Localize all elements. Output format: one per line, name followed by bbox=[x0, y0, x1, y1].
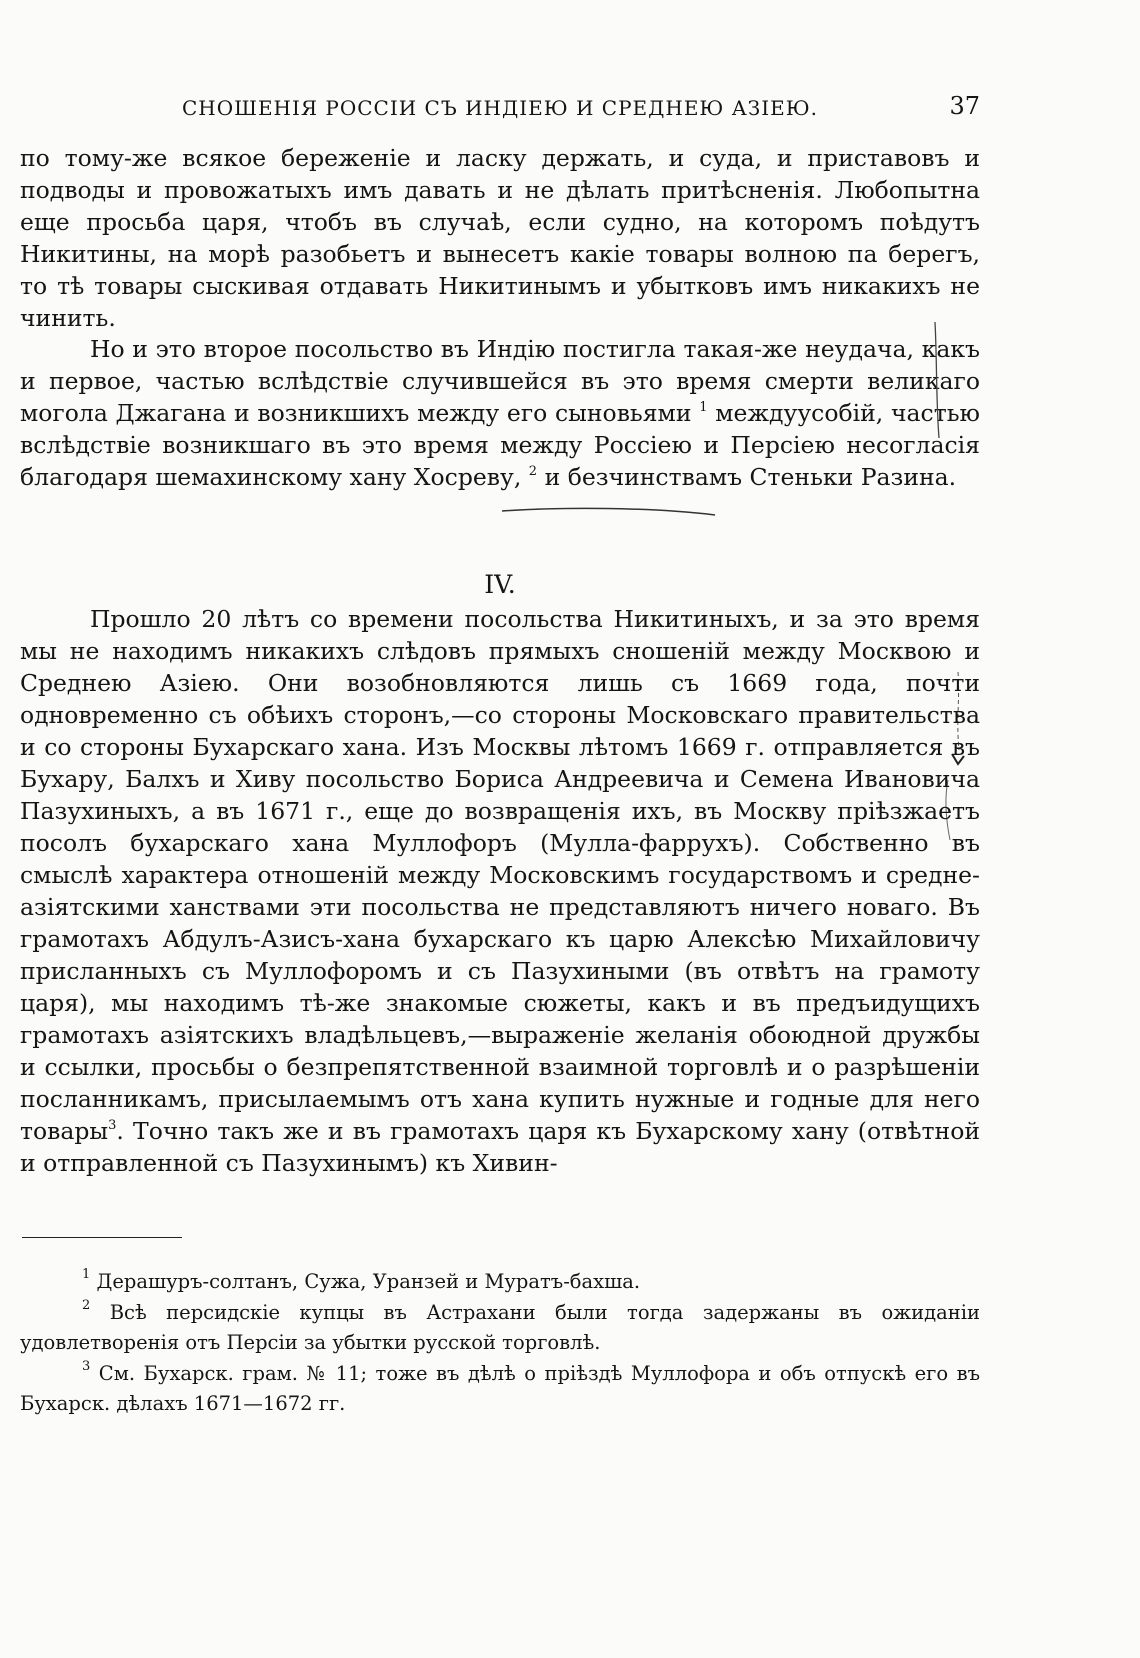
paragraph-2-part-3: и безчинствамъ Стеньки Разина. bbox=[544, 463, 957, 492]
footnote-1 bbox=[20, 1267, 980, 1298]
footnote-mark-1: 1 bbox=[82, 1267, 91, 1282]
pencil-underline-mark bbox=[500, 505, 720, 521]
footnotes bbox=[20, 1267, 980, 1420]
body-text-bottom bbox=[20, 603, 980, 1179]
page-header bbox=[20, 92, 980, 132]
paragraph-3-part-1: Прошло 20 лѣтъ со времени посольства Никитиныхъ, и за это время мы не находимъ никакихъ слѣдовъ прямыхъ сношеній между Москвою и Среднею Азіею. Они возобновляются лишь съ 1669 года, почти одновременно съ обѣихъ сторонъ,—со стороны Московскаго правительства и со стороны Бухарскаго хана. Изъ Москвы лѣтомъ 1669 г. отправляется въ Бухару, Балхъ и Хиву посольство Бориса Андреевича и Семена Ивановича Пазухиныхъ, а въ 1671 г., еще до возвращенія ихъ, въ Москву пріѣзжаетъ посолъ бухарскаго хана Муллофоръ (Мулла-фаррухъ). Собственно въ смыслѣ характера отношеній между Московскимъ государствомъ и средне-азіятскими ханствами эти посольства не представляютъ ничего новаго. Въ грамотахъ Абдулъ-Азисъ-хана бухарскаго къ царю Алексѣю Михайловичу присланныхъ съ Муллофоромъ и съ Пазухиными (въ отвѣтъ на грамоту царя), мы находимъ тѣ-же знакомые сюжеты, какъ и въ предъидущихъ грамотахъ азіятскихъ владѣльцевъ,—выраженіе желанія обоюдной дружбы и ссылки, просьбы о безпрепятственной взаимной торговлѣ и о разрѣшеніи посланникамъ, присылаемымъ отъ хана купить нужные и годные для него товары bbox=[20, 605, 980, 1145]
paragraph-3-part-2: . Точно такъ же и въ грамотахъ царя къ Бухарскому хану (отвѣтной и отправленной съ Пазухинымъ) къ Хивин- bbox=[20, 1117, 980, 1177]
paragraph-1: по тому-же всякое береженіе и ласку держать, и суда, и приставовъ и подводы и провожатыхъ имъ давать и не дѣлать притѣсненія. Любопытна еще просьба царя, чтобъ въ случаѣ, если судно, на которомъ поѣдутъ Никитины, на морѣ разобьетъ и вынесетъ какіе товары волною па берегъ, то тѣ товары сыскивая отдавать Никитинымъ и убытковъ имъ никакихъ не чинить. bbox=[20, 144, 980, 332]
paragraph-3 bbox=[20, 603, 980, 1179]
footnote-ref-1: 1 bbox=[699, 400, 708, 416]
page-number: 37 bbox=[949, 92, 980, 120]
footnote-rule bbox=[22, 1237, 182, 1238]
margin-pencil-mark bbox=[930, 320, 960, 440]
paragraph-2-part-1: Но и это второе посольство въ Индію постигла такая-же неудача, какъ и первое, частью вслѣдствіе случившейся въ это время смерти великаго могола Джагана и возникшихъ между его сыновьями bbox=[20, 335, 980, 428]
footnote-text-3: См. Бухарск. грам. № 11; тоже въ дѣлѣ о пріѣздѣ Муллофора и объ отпускѣ его въ Бухарск. дѣлахъ 1671—1672 гг. bbox=[20, 1361, 981, 1415]
footnote-2 bbox=[20, 1298, 980, 1359]
footnote-text-1: Дерашуръ-солтанъ, Сужа, Уранзей и Муратъ-бахша. bbox=[96, 1270, 641, 1293]
footnote-ref-3: 3 bbox=[108, 1118, 117, 1133]
paragraph-2-part-2: междуусобій, частью вслѣдствіе возникшаго въ это время между Россіею и Персіею несогласія благодаря шемахинскому хану Хосреву, bbox=[20, 399, 980, 492]
footnote-mark-2: 2 bbox=[82, 1297, 91, 1313]
paragraph-2 bbox=[20, 334, 980, 494]
footnote-text-2: Всѣ персидскіе купцы въ Астрахани были тогда задержаны въ ожиданіи удовлетворенія отъ Персіи за убытки русской торговлѣ. bbox=[20, 1300, 981, 1354]
running-head: СНОШЕНІЯ РОССІИ СЪ ИНДІЕЮ И СРЕДНЕЮ АЗІЕЮ. bbox=[181, 96, 818, 120]
footnote-3 bbox=[20, 1359, 980, 1420]
footnote-ref-2: 2 bbox=[528, 464, 538, 480]
section-number: IV. bbox=[484, 570, 516, 599]
footnote-mark-3: 3 bbox=[82, 1358, 91, 1374]
body-text-top bbox=[20, 143, 980, 494]
